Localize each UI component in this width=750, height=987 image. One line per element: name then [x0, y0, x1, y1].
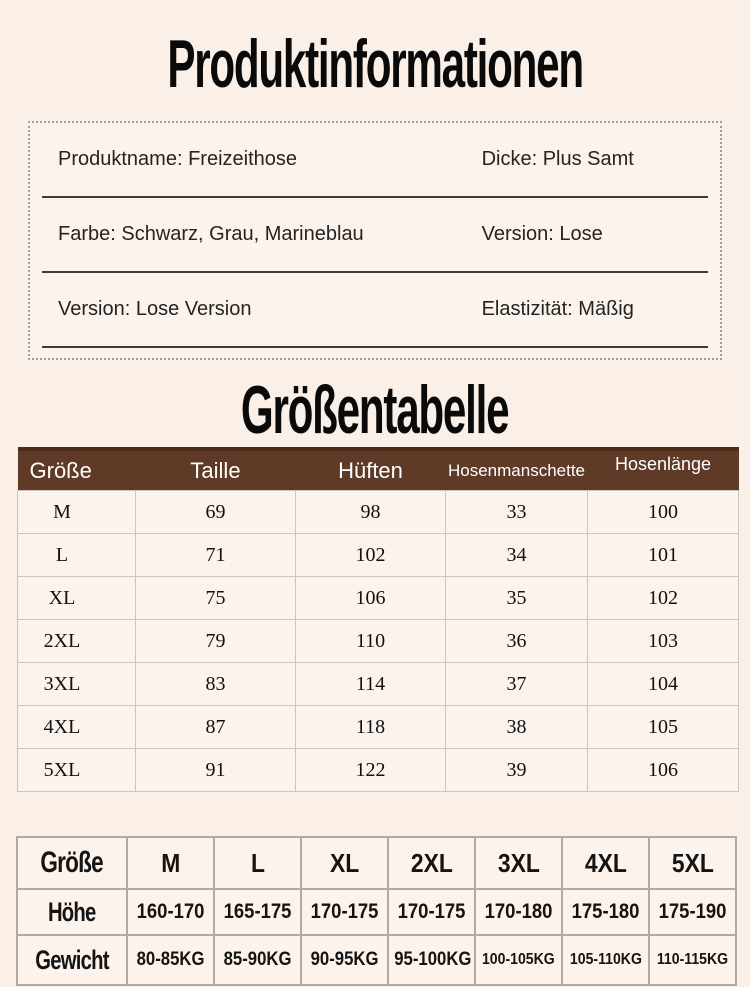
- page-title: [0, 26, 750, 102]
- fit-weight-text: 100-105KG: [482, 951, 555, 969]
- fit-row-label-text: Gewicht: [35, 944, 109, 975]
- size-cell: 37: [446, 663, 588, 706]
- size-cell: 69: [136, 491, 296, 534]
- fit-weight-cell: [562, 935, 649, 985]
- fit-row-label-text: Größe: [40, 846, 104, 880]
- fit-weight-text: 80-85KG: [136, 949, 205, 971]
- size-cell: 4XL: [18, 706, 136, 749]
- size-cell: 5XL: [18, 749, 136, 792]
- size-cell: 87: [136, 706, 296, 749]
- thickness-field: Dicke: Plus Samt: [481, 147, 634, 170]
- size-cell: 83: [136, 663, 296, 706]
- page-title-text: Produktinformationen: [167, 26, 583, 102]
- size-cell: M: [18, 491, 136, 534]
- header-hueften: Hüften: [296, 449, 446, 491]
- fit-size-cell: [475, 837, 562, 889]
- size-cell: 38: [446, 706, 588, 749]
- size-table-row: [18, 491, 739, 534]
- fit-row-label-text: Höhe: [48, 896, 96, 927]
- product-info-box: [28, 121, 722, 360]
- fit-height-text: 175-190: [658, 900, 727, 924]
- size-cell: 106: [296, 577, 446, 620]
- size-table: [17, 447, 739, 792]
- fit-height-cell: [301, 889, 388, 935]
- fit-size-text: XL: [329, 847, 360, 878]
- color-field: Farbe: Schwarz, Grau, Marineblau: [58, 222, 364, 245]
- product-info-row: [42, 123, 708, 198]
- size-table-title: [0, 371, 750, 448]
- fit-size-cell: [562, 837, 649, 889]
- version-long-field: Version: Lose Version: [58, 297, 252, 320]
- size-table-row: [18, 577, 739, 620]
- size-cell: 71: [136, 534, 296, 577]
- size-cell: 35: [446, 577, 588, 620]
- size-cell: 114: [296, 663, 446, 706]
- header-hosenmanschette: Hosenmanschette: [446, 449, 588, 491]
- header-groesse: Größe: [18, 449, 136, 491]
- fit-weight-cell: [301, 935, 388, 985]
- header-taille: Taille: [136, 449, 296, 491]
- fit-weight-text: 110-115KG: [656, 951, 729, 969]
- fit-height-text: 175-180: [571, 900, 640, 924]
- fit-table-height-row: [17, 889, 736, 935]
- size-cell: 102: [588, 577, 739, 620]
- header-hosenlaenge: Hosenlänge: [588, 449, 739, 491]
- fit-weight-cell: [388, 935, 475, 985]
- size-cell: 98: [296, 491, 446, 534]
- size-cell: 101: [588, 534, 739, 577]
- size-cell: 2XL: [18, 620, 136, 663]
- fit-height-cell: [127, 889, 214, 935]
- fit-row-label: [17, 935, 127, 985]
- fit-size-text: M: [160, 847, 181, 878]
- fit-weight-text: 90-95KG: [310, 949, 379, 971]
- size-table-row: [18, 749, 739, 792]
- fit-height-text: 170-180: [484, 900, 553, 924]
- size-table-row: [18, 663, 739, 706]
- size-table-row: [18, 620, 739, 663]
- size-table-row: [18, 534, 739, 577]
- size-cell: L: [18, 534, 136, 577]
- size-cell: 106: [588, 749, 739, 792]
- fit-height-text: 165-175: [223, 900, 292, 924]
- size-cell: 122: [296, 749, 446, 792]
- fit-weight-text: 105-110KG: [569, 951, 642, 969]
- fit-size-cell: [388, 837, 475, 889]
- fit-height-cell: [475, 889, 562, 935]
- size-cell: 79: [136, 620, 296, 663]
- size-cell: 102: [296, 534, 446, 577]
- fit-size-cell: [649, 837, 736, 889]
- size-cell: XL: [18, 577, 136, 620]
- fit-height-cell: [388, 889, 475, 935]
- fit-table-size-row: [17, 837, 736, 889]
- product-info-row: [42, 198, 708, 273]
- fit-height-cell: [214, 889, 301, 935]
- fit-size-text: 5XL: [671, 847, 714, 878]
- size-cell: 118: [296, 706, 446, 749]
- size-table-title-text: Größentabelle: [241, 371, 509, 448]
- size-cell: 3XL: [18, 663, 136, 706]
- fit-table-weight-row: [17, 935, 736, 985]
- size-cell: 33: [446, 491, 588, 534]
- fit-size-text: L: [250, 847, 265, 878]
- fit-weight-cell: [649, 935, 736, 985]
- fit-weight-cell: [127, 935, 214, 985]
- fit-weight-cell: [475, 935, 562, 985]
- size-cell: 36: [446, 620, 588, 663]
- product-name-field: Produktname: Freizeithose: [58, 147, 298, 170]
- fit-size-cell: [214, 837, 301, 889]
- fit-height-cell: [562, 889, 649, 935]
- size-cell: 34: [446, 534, 588, 577]
- fit-size-text: 4XL: [584, 847, 627, 878]
- product-info-row: [42, 273, 708, 348]
- size-table-header-row: [18, 449, 739, 491]
- size-cell: 100: [588, 491, 739, 534]
- fit-row-label: [17, 837, 127, 889]
- fit-height-text: 160-170: [136, 900, 205, 924]
- fit-weight-cell: [214, 935, 301, 985]
- fit-size-cell: [301, 837, 388, 889]
- size-cell: 105: [588, 706, 739, 749]
- fit-height-text: 170-175: [397, 900, 466, 924]
- fit-row-label: [17, 889, 127, 935]
- size-table-row: [18, 706, 739, 749]
- size-cell: 110: [296, 620, 446, 663]
- size-cell: 104: [588, 663, 739, 706]
- version-field: Version: Lose: [481, 222, 603, 245]
- fit-height-text: 170-175: [310, 900, 379, 924]
- fit-weight-text: 95-100KG: [394, 949, 472, 971]
- fit-size-text: 2XL: [410, 847, 453, 878]
- fit-height-cell: [649, 889, 736, 935]
- size-cell: 39: [446, 749, 588, 792]
- fit-size-cell: [127, 837, 214, 889]
- elasticity-field: Elastizität: Mäßig: [481, 297, 634, 320]
- fit-size-text: 3XL: [497, 847, 540, 878]
- size-cell: 91: [136, 749, 296, 792]
- size-cell: 103: [588, 620, 739, 663]
- size-cell: 75: [136, 577, 296, 620]
- fit-table: [16, 836, 737, 986]
- fit-weight-text: 85-90KG: [223, 949, 292, 971]
